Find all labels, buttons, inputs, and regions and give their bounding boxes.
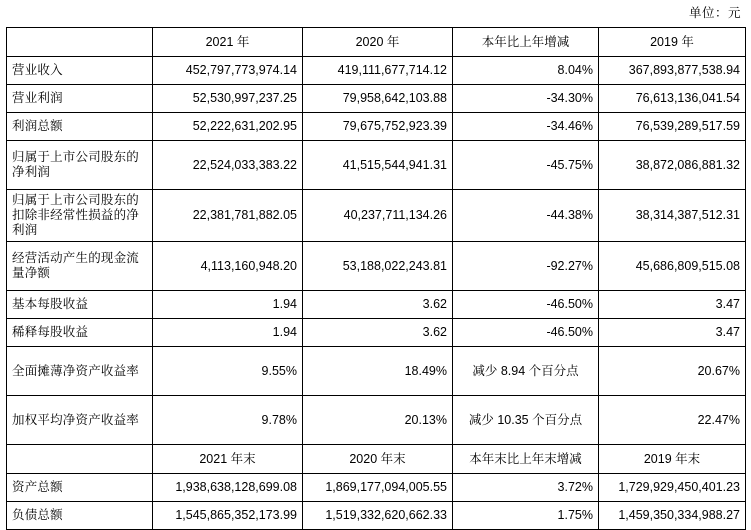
table-cell: 1,869,177,094,005.55	[303, 474, 453, 502]
table-cell: 9.55%	[153, 347, 303, 396]
table-cell: 419,111,677,714.12	[303, 57, 453, 85]
table-row	[7, 319, 746, 347]
row-label: 稀释每股收益	[7, 319, 153, 347]
table-cell: 452,797,773,974.14	[153, 57, 303, 85]
table-cell: 1.75%	[453, 502, 599, 530]
row-label: 归属于上市公司股东的净利润	[7, 141, 153, 190]
table-cell: 18.49%	[303, 347, 453, 396]
table-cell: 79,675,752,923.39	[303, 113, 453, 141]
row-label: 资产总额	[7, 474, 153, 502]
row-label: 利润总额	[7, 113, 153, 141]
table-cell: 367,893,877,538.94	[599, 57, 746, 85]
table-row	[7, 190, 746, 242]
table-cell: 76,613,136,041.54	[599, 85, 746, 113]
table-cell: 8.04%	[453, 57, 599, 85]
table-cell: 减少 8.94 个百分点	[453, 347, 599, 396]
table-header-row-annual	[7, 28, 746, 57]
table-row	[7, 474, 746, 502]
table-cell: -45.75%	[453, 141, 599, 190]
table-cell: 3.62	[303, 319, 453, 347]
column-header: 2021 年末	[153, 445, 303, 474]
table-cell: 1,545,865,352,173.99	[153, 502, 303, 530]
table-cell: 9.78%	[153, 396, 303, 445]
column-header: 本年末比上年末增减	[453, 445, 599, 474]
table-cell: 3.62	[303, 291, 453, 319]
table-cell: 22,381,781,882.05	[153, 190, 303, 242]
table-cell: 22,524,033,383.22	[153, 141, 303, 190]
table-cell: 52,222,631,202.95	[153, 113, 303, 141]
table-cell: 3.72%	[453, 474, 599, 502]
row-label: 负债总额	[7, 502, 153, 530]
table-cell: -46.50%	[453, 291, 599, 319]
table-cell: 20.67%	[599, 347, 746, 396]
table-row	[7, 242, 746, 291]
table-cell: 1,459,350,334,988.27	[599, 502, 746, 530]
column-header: 2020 年末	[303, 445, 453, 474]
table-cell: -34.30%	[453, 85, 599, 113]
row-label: 营业收入	[7, 57, 153, 85]
table-cell: -44.38%	[453, 190, 599, 242]
table-cell: 1.94	[153, 319, 303, 347]
row-label: 基本每股收益	[7, 291, 153, 319]
table-cell: 53,188,022,243.81	[303, 242, 453, 291]
column-header	[7, 28, 153, 57]
table-cell: 38,872,086,881.32	[599, 141, 746, 190]
column-header: 2019 年末	[599, 445, 746, 474]
table-header-row-yearend	[7, 445, 746, 474]
table-row	[7, 57, 746, 85]
column-header: 2021 年	[153, 28, 303, 57]
row-label: 营业利润	[7, 85, 153, 113]
row-label: 加权平均净资产收益率	[7, 396, 153, 445]
table-cell: 1,519,332,620,662.33	[303, 502, 453, 530]
table-cell: -34.46%	[453, 113, 599, 141]
table-cell: 41,515,544,941.31	[303, 141, 453, 190]
row-label: 经营活动产生的现金流量净额	[7, 242, 153, 291]
table-cell: -46.50%	[453, 319, 599, 347]
financial-summary-table	[6, 27, 746, 530]
table-cell: 20.13%	[303, 396, 453, 445]
table-row	[7, 291, 746, 319]
table-cell: 4,113,160,948.20	[153, 242, 303, 291]
column-header	[7, 445, 153, 474]
table-cell: 76,539,289,517.59	[599, 113, 746, 141]
table-cell: 3.47	[599, 291, 746, 319]
table-row	[7, 141, 746, 190]
table-cell: 1,729,929,450,401.23	[599, 474, 746, 502]
table-cell: 45,686,809,515.08	[599, 242, 746, 291]
table-cell: 1.94	[153, 291, 303, 319]
unit-note: 单位：元	[688, 6, 741, 20]
table-row	[7, 396, 746, 445]
table-cell: 79,958,642,103.88	[303, 85, 453, 113]
table-row	[7, 502, 746, 530]
table-cell: 3.47	[599, 319, 746, 347]
table-cell: 1,938,638,128,699.08	[153, 474, 303, 502]
table-row	[7, 347, 746, 396]
table-row	[7, 113, 746, 141]
table-cell: 52,530,997,237.25	[153, 85, 303, 113]
row-label: 全面摊薄净资产收益率	[7, 347, 153, 396]
table-cell: -92.27%	[453, 242, 599, 291]
column-header: 2019 年	[599, 28, 746, 57]
table-cell: 22.47%	[599, 396, 746, 445]
table-cell: 40,237,711,134.26	[303, 190, 453, 242]
table-cell: 38,314,387,512.31	[599, 190, 746, 242]
table-row	[7, 85, 746, 113]
row-label: 归属于上市公司股东的扣除非经常性损益的净利润	[7, 190, 153, 242]
column-header: 本年比上年增减	[453, 28, 599, 57]
column-header: 2020 年	[303, 28, 453, 57]
table-cell: 减少 10.35 个百分点	[453, 396, 599, 445]
